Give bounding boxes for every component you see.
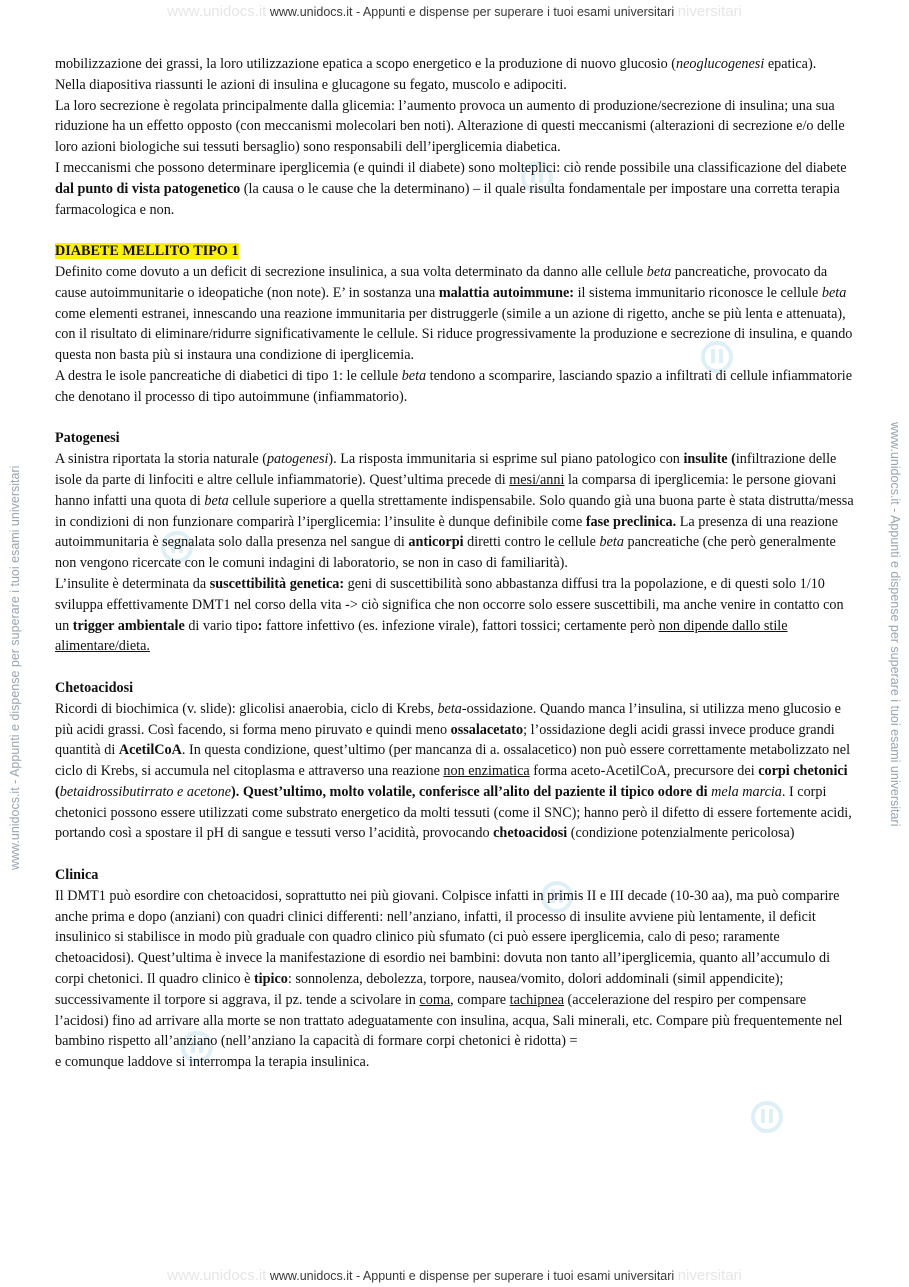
watermark-footer-ghost-left: www.unidocs.it: [167, 1267, 267, 1284]
paragraph: L’insulite è determinata da suscettibilità genetica: geni di suscettibilità sono abbastanza diffusi tra la popolazione, e di questi solo 1/10 sviluppa effettivamente DMT1 nel corso della vita -> ciò significa che non occorre solo essere suscettibili, ma anche venire in contatto con un trigger ambientale di vario tipo: fattore infettivo (es. infezione virale), fattori tossici; certamente però non dipende dallo stile alimentare/dieta.: [55, 575, 844, 655]
section-heading-patogenesi: Patogenesi: [55, 430, 120, 447]
paragraph: mobilizzazione dei grassi, la loro utilizzazione epatica a scopo energetico e la produzione di nuovo glucosio (neoglucogenesi epatica).: [55, 56, 817, 72]
watermark-ghost-right: niversitari: [677, 3, 742, 20]
watermark-footer-text: www.unidocs.it - Appunti e dispense per superare i tuoi esami universitari: [269, 1269, 675, 1283]
watermark-side-right: [888, 422, 902, 826]
paragraph: Nella diapositiva riassunti le azioni di insulina e glucagone su fegato, muscolo e adipociti.: [55, 76, 567, 93]
paragraph: A destra le isole pancreatiche di diabetici di tipo 1: le cellule beta tendono a scomparire, lasciando spazio a infiltrati di cellule infiammatorie che denotano il processo di tipo autoimmune (infiammatorio).: [55, 367, 852, 405]
section-heading-dmt1: DIABETE MELLITO TIPO 1: [55, 243, 239, 260]
paragraph: A sinistra riportata la storia naturale (patogenesi). La risposta immunitaria si esprime sul piano patologico con insulite (infiltrazione delle isole da parte di linfociti e altre cellule infiammatorie). Quest’ultima precede di mesi/anni la comparsa di iperglicemia: le persone giovani hanno infatti una quota di beta cellule superiore a quella strettamente indispensabile. Solo quando già una buona parte è stata distrutta/messa in condizioni di non funzionare comparirà l’iperglicemia: l’insulite è dunque definibile come fase preclinica. La presenza di una reazione autoimmunitaria è segnalata solo dalla presenza nel sangue di anticorpi diretti contro le cellule beta pancreatiche (che però generalmente non vengono ricercate con le comuni indagini di laboratorio, se non in caso di familiarità).: [55, 451, 854, 572]
watermark-side-right-text: www.unidocs.it - Appunti e dispense per superare i tuoi esami universitari: [888, 422, 902, 827]
paragraph: e comunque laddove si interrompa la terapia insulinica.: [55, 1054, 370, 1071]
watermark-footer: [0, 1265, 909, 1287]
watermark-side-left-text: www.unidocs.it - Appunti e dispense per superare i tuoi esami universitari: [8, 465, 22, 870]
watermark-header-text: www.unidocs.it - Appunti e dispense per superare i tuoi esami universitari: [269, 5, 675, 19]
paragraph: I meccanismi che possono determinare iperglicemia (e quindi il diabete) sono molteplici: ciò rende possibile una classificazione del diabete dal punto di vista patogenetico (la causa o le cause che la determinano) – il quale risulta fondamentale per impostare una corretta terapia farmacologica e non.: [55, 159, 847, 218]
paragraph: Definito come dovuto a un deficit di secrezione insulinica, a sua volta determinato da danno alle cellule beta pancreatiche, provocato da cause autoimmunitarie o ideopatiche (non note). E’ in sostanza una malattia autoimmune: il sistema immunitario riconosce le cellule beta come elementi estranei, innescando una reazione immunitaria per distruggerle (simile a un azione di rigetto, anche se più lenta e attenuata), con il risultato di eliminare/ridurre significativamente le cellule. Si riduce progressivamente la produzione e secrezione di insulina, e quando questa non basta più si instaura una condizione di iperglicemia.: [55, 263, 853, 364]
unidocs-logo-icon: [750, 1100, 784, 1134]
section-heading-chetoacidosi: Chetoacidosi: [55, 679, 134, 696]
section-heading-clinica: Clinica: [55, 867, 99, 884]
paragraph: Ricordi di biochimica (v. slide): glicolisi anaerobia, ciclo di Krebs, beta-ossidazione. Quando manca l’insulina, si utilizza meno glucosio e più acidi grassi. Così facendo, si forma meno piruvato e quindi meno ossalacetato; l’ossidazione degli acidi grassi invece produce grandi quantità di AcetilCoA. In questa condizione, quest’ultimo (per mancanza di a. ossalacetico) non può essere correttamente metabolizzato nel ciclo di Krebs, si accumula nel citoplasma e attraverso una reazione non enzimatica forma aceto-AcetilCoA, precursore dei corpi chetonici (betaidrossibutirrato e acetone). Quest’ultimo, molto volatile, conferisce all’alito del paziente il tipico odore di mela marcia. I corpi chetonici possono essere utilizzati come substrato energetico da molti tessuti (come il SNC); hanno però il difetto di essere fortemente acidi, portando così a spostare il pH di sangue e tessuti verso l’acidità, provocando chetoacidosi (condizione potenzialmente pericolosa): [55, 700, 852, 842]
watermark-ghost-left: www.unidocs.it: [167, 3, 267, 20]
watermark-side-left: [8, 466, 22, 870]
paragraph: Il DMT1 può esordire con chetoacidosi, soprattutto nei più giovani. Colpisce infatti in primis II e III decade (10-30 aa), ma può comparire anche prima e dopo (anziani) con quadri clinici differenti: nell’anziano, infatti, il processo di insulite avviene più lentamente, il deficit insulinico si stabilisce in modo più graduale con quadro clinico più sfumato (ci può essere iperglicemia, calo di peso; raramente chetoacidosi). Quest’ultima è invece la manifestazione di esordio nei bambini: dovuta non tanto all’iperglicemia, quanto all’accumulo di corpi chetonici. Il quadro clinico è tipico: sonnolenza, debolezza, torpore, nausea/vomito, dolori addominali (simil appendicite); successivamente il torpore si aggrava, il pz. tende a scivolare in coma, compare tachipnea (accelerazione del respiro per compensare l’acidosi) fino ad arrivare alla morte se non trattato adeguatamente con insulina, acqua, Sali minerali, etc. Compare più frequentemente nel bambino rispetto all’anziano (nell’anziano la capacità di formare corpi chetonici è ridotta) =: [55, 887, 843, 1050]
document-body: [55, 54, 855, 1073]
watermark-footer-ghost-right: niversitari: [677, 1267, 742, 1284]
watermark-header: [0, 1, 909, 23]
paragraph: La loro secrezione è regolata principalmente dalla glicemia: l’aumento provoca un aumento di produzione/secrezione di insulina; una sua riduzione ha un effetto opposto (con meccanismi molecolari ben noti). Alterazione di questi meccanismi (alterazioni di secrezione e/o delle loro azioni biologiche sui tessuti bersaglio) sono responsabili dell’iperglicemia diabetica.: [55, 97, 845, 156]
